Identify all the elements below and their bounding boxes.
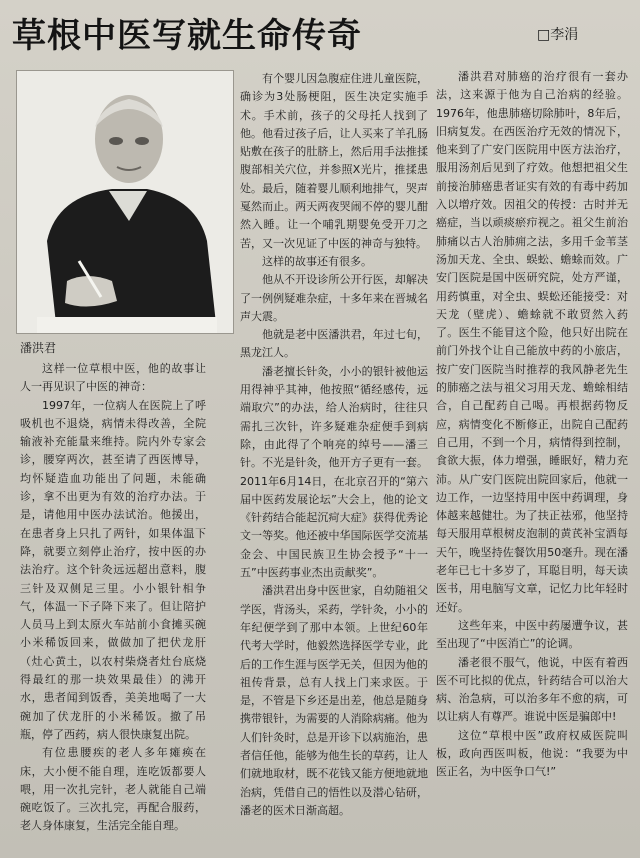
- portrait-photo: [16, 70, 234, 334]
- paragraph: 他就是老中医潘洪君，年过七旬，黑龙江人。: [240, 328, 428, 360]
- paragraph: 这些年来，中医中药屡遭争议，甚至出现了“中医消亡”的论调。: [436, 618, 628, 651]
- paragraph: 这位“草根中医”政府权威医院叫板，政向西医叫板，他说：“我要为中医正名，为中医争口气!”: [436, 728, 628, 779]
- paragraph: 他从不开设诊所公开行医，却解决了一例例疑难杂症，十多年来在晋城名声大震。: [240, 273, 428, 323]
- article-headline: 草根中医写就生命传奇: [12, 16, 362, 56]
- author-byline: □李涓: [537, 27, 579, 43]
- paragraph: 这样一位草根中医，他的故事让人一再见识了中医的神奇：: [20, 362, 206, 394]
- paragraph: 有位患腰疾的老人多年瘫痪在床，大小便不能自理，连吃饭都要人喂，用一次扎完针，老人就能自己端碗吃饭了。三次扎完，再配合服药，老人身体康复，生活完全能自理。: [20, 746, 206, 833]
- portrait-illustration: [17, 71, 233, 333]
- paragraph: 这样的故事还有很多。: [262, 254, 372, 268]
- paragraph: 潘老擅长针灸，小小的银针被他运用得神乎其神，他按照“循经感传，远端取穴”的办法，给人治病时，往往只需扎三次针，许多疑难杂症便手到病除，由此得了个响亮的绰号——潘三针。不光是针灸，他开方子更有一套。2011年6月14日，在北京召开的“第六届中医药发展论坛”大会上，他的论文《针药结合能起沉疴大症》获得优秀论文一等奖。他还被中华国际医学交流基金会、中国民族卫生协会授予“十一五”中医药事业杰出贡献奖”。: [240, 364, 428, 580]
- paragraph: 1997年，一位病人在医院上了呼吸机也不退烧，病情未得改善，全院输液补充能量来维持。院内外专家会诊，腰穿两次，甚至请了西医博导，均怀疑造血功能出了问题，未能确诊，拿不出更为有效的治疗办法。于是，请他用中医办法试治。他援出，在患者身上只扎了两针，如果体温下降，就要立刻停止治疗，按中医的办法治疗。这个针灸远远超出意料，腹三针及双侧足三里。小小银针相争气，体温一下子降下来了。但让陪护人员马上到太原火车站前小食摊买碗小米稀饭回来，做做加了把伏龙肝（灶心黄土，以农村柴烧者灶台底烧得最红的那一块效果最佳）的沸开水，患者闻到饭香，美美地喝了一大碗加了伏龙肝的小米稀饭。撤了吊瓶，停了西药，病人很快康复出院。: [20, 398, 206, 741]
- paragraph: 潘洪君出身中医世家，自幼随祖父学医，背汤头，采药，学针灸，小小的年纪便学到了那中本领。上世纪60年代考大学时，他毅然选择医学专业，此后的工作生涯与医学无关，但因为他的祖传背景，总有人找上门来求医。于是，不管是下乡还是出差，他总是随身携带银针，为需要的人消除病痛。他为人们针灸时，总是开诊下以病施治，患者信任他，能够为他生长的草药，让人们就地取材，既不花钱又能方便地就地治病，凭借自己的悟性以及潜心钻研，潘老的医术日渐高超。: [240, 584, 428, 817]
- paragraph: 有个婴儿因急腹症住进儿童医院，确诊为3处肠梗阻，医生决定实施手术。手术前，孩子的父母托人找到了他。他看过孩子后，让人买来了羊孔肠贴敷在孩子的肚脐上，然后用手法推揉腹部相关穴位，并参照X光片，推揉患处。最后，随着婴儿顺利地排气，哭声戛然而止。两天两夜哭闹不停的婴儿酣然入睡。让一个哺乳期婴免受开刀之苦，又一次见证了中医的神奇与独特。: [240, 72, 428, 250]
- article-column-left: [20, 360, 206, 852]
- article-column-right: [436, 68, 628, 852]
- photo-caption: 潘洪君: [20, 341, 57, 355]
- paragraph: 潘洪君对肺癌的治疗很有一套办法，这来源于他为自己治病的经验。1976年，他患肺癌切除肺叶，8年后，旧病复发。在西医治疗无效的情况下，他来到了广安门医院用中医方法治疗，服用汤剂后见到了疗效。他想把祖父生前接治肺癌患者证实有效的有毒中药加入以增疗效。因祖父的传授：古时并无癌症，当以顽痰瘀疖视之。祖父生前治肺痛以古人治肺痈之法，多用千金苇茎汤加天龙、全虫、蜈蚣、蟾蜍而效。广安门医院是国中医研究院，处方严谨，用药慎重，对全虫、蜈蚣还能接受：对天龙（壁虎）、蟾蜍就不敢贸然入药了。医生不能冒这个险，他只好出院在前门外找个让自己能放中药的小旅店，按广安门医院当时推荐的我风静老先生的肺癌之法与祖父习用天龙、蟾蜍相结合，自己配药自己喝。再根据药物反应，病情变化不断修正，出院自己配药自己用，不到一个月，病情得到控制，食欲大振，体力增强，睡眠好，精力充沛。从广安门医院出院回家后，他就一边工作，一边坚持用中医中药调理，身体越来越健壮。为了扶正祛邪，他坚持每天服用草根树皮泡制的黄芪补宝酒每天午，晚坚持佐餐饮用50毫升。现在潘老年已七十多岁了，耳聪目明，每天读医书，用电脑写文章，记忆力比年轻时还好。: [436, 70, 628, 614]
- article-column-middle: [240, 70, 428, 852]
- paragraph: 潘老很不服气，他说，中医有着西医不可比拟的优点，针药结合可以治大病、治急病，可以治多年不愈的病，可以让病人有尊严。谁说中医是骗郎中!: [436, 655, 628, 724]
